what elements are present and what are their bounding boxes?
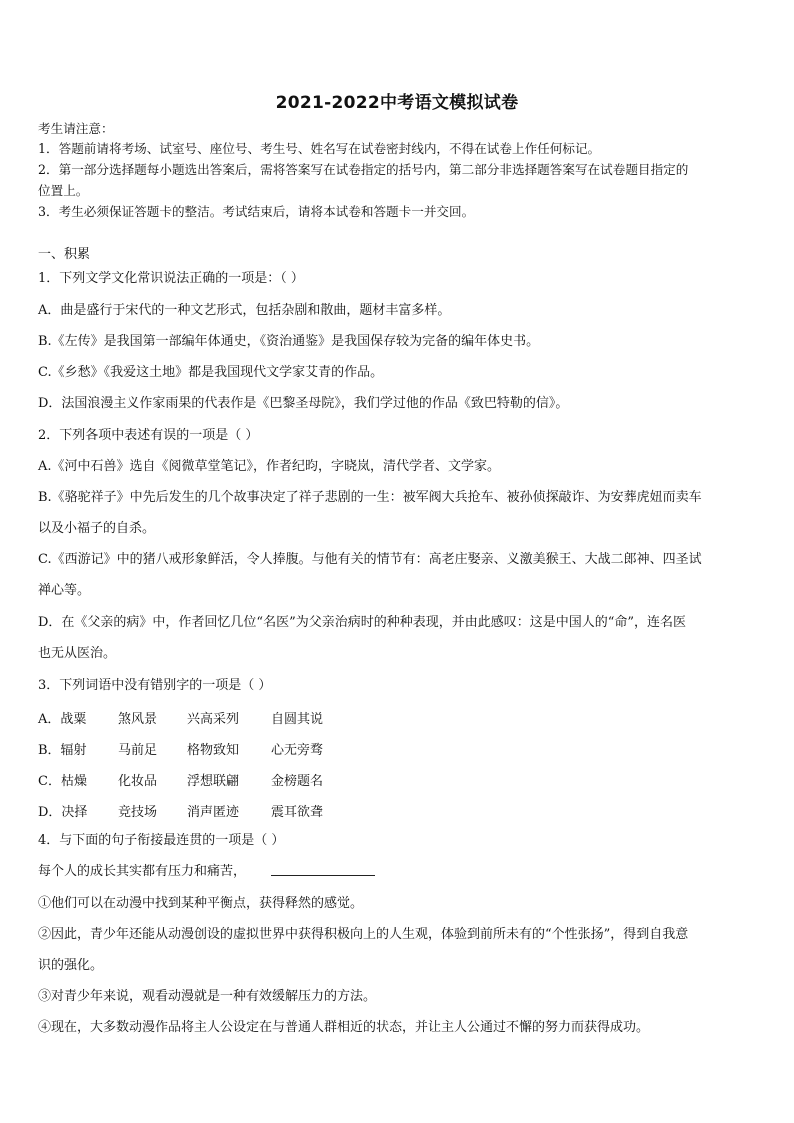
option-word: 竞技场 — [118, 805, 158, 820]
question-prompt: 每个人的成长其实都有压力和痛苦， — [38, 864, 247, 879]
option-c: C.《乡愁》《我爱这土地》都是我国现代文学家艾青的作品。 — [38, 365, 384, 380]
option-word: 马前足 — [118, 743, 158, 758]
option-b: B.《左传》是我国第一部编年体通史，《资治通鉴》是我国保存较为完备的编年体史书。 — [38, 334, 540, 349]
option-a: A．曲是盛行于宋代的一种文艺形式，包括杂剧和散曲，题材丰富多样。 — [38, 303, 451, 318]
option-word: 震耳欲聋 — [271, 805, 324, 820]
option-b-cont: 以及小福子的自杀。 — [38, 521, 156, 536]
answer-blank — [271, 875, 375, 876]
option-word: 格物致知 — [187, 743, 240, 758]
option-word: 兴高采列 — [187, 712, 240, 727]
option-word: 浮想联翩 — [187, 774, 240, 789]
notice-item: 位置上。 — [38, 183, 89, 198]
option-word: 金榜题名 — [271, 774, 324, 789]
option-c-cont: 禅心等。 — [38, 583, 91, 598]
option-d: D．在《父亲的病》中，作者回忆几位“名医”为父亲治病时的种种表现，并由此感叹：这是中国人的“命”，连名医 — [38, 615, 687, 630]
sentence-2: ②因此，青少年还能从动漫创设的虚拟世界中获得积极向上的人生观，体验到前所未有的“个性张扬”，得到自我意 — [38, 927, 689, 942]
sentence-4: ④现在，大多数动漫作品将主人公设定在与普通人群相近的状态，并让主人公通过不懈的努力而获得成功。 — [38, 1020, 650, 1035]
sentence-1: ①他们可以在动漫中找到某种平衡点，获得释然的感觉。 — [38, 896, 364, 911]
option-label: C．枯燥 — [38, 774, 87, 789]
option-word: 化妆品 — [118, 774, 158, 789]
exam-title: 2021-2022中考语文模拟试卷 — [275, 93, 519, 113]
question-stem: 4．与下面的句子衔接最连贯的一项是（ ） — [38, 833, 285, 848]
option-label: D．决择 — [38, 805, 88, 820]
option-a: A.《河中石兽》选自《阅微草堂笔记》，作者纪昀，字晓岚，清代学者、文学家。 — [38, 459, 501, 474]
notice-item: 2．第一部分选择题每小题选出答案后，需将答案写在试卷指定的括号内，第二部分非选择题答案写在试卷题目指定的 — [38, 162, 689, 177]
option-word: 心无旁骛 — [271, 743, 324, 758]
notice-item: 1．答题前请将考场、试室号、座位号、考生号、姓名写在试卷密封线内，不得在试卷上作任何标记。 — [38, 141, 601, 156]
option-label: B．辐射 — [38, 743, 87, 758]
option-d-cont: 也无从医治。 — [38, 646, 117, 661]
question-stem: 3．下列词语中没有错别字的一项是（ ） — [38, 678, 272, 693]
option-b: B.《骆驼祥子》中先后发生的几个故事决定了祥子悲剧的一生：被军阀大兵抢车、被孙侦探敲诈、为安葬虎妞而卖车 — [38, 490, 702, 505]
option-word: 消声匿迹 — [187, 805, 240, 820]
option-label: A．战粟 — [38, 712, 87, 727]
option-word: 煞风景 — [118, 712, 158, 727]
question-stem: 2．下列各项中表述有误的一项是（ ） — [38, 428, 259, 443]
notice-heading: 考生请注意： — [38, 121, 114, 136]
section-heading: 一、积累 — [38, 247, 91, 262]
notice-item: 3．考生必须保证答题卡的整洁。考试结束后，请将本试卷和答题卡一并交回。 — [38, 204, 475, 219]
option-d: D．法国浪漫主义作家雨果的代表作是《巴黎圣母院》，我们学过他的作品《致巴特勒的信》。 — [38, 396, 569, 411]
sentence-3: ③对青少年来说，观看动漫就是一种有效缓解压力的方法。 — [38, 989, 377, 1004]
sentence-2-cont: 识的强化。 — [38, 958, 104, 973]
option-word: 自圆其说 — [271, 712, 324, 727]
option-c: C.《西游记》中的猪八戒形象鲜活，令人捧腹。与他有关的情节有：高老庄娶亲、义激美猴王、大战二郎神、四圣试 — [38, 552, 702, 567]
question-stem: 1．下列文学文化常识说法正确的一项是：（ ） — [38, 271, 304, 286]
